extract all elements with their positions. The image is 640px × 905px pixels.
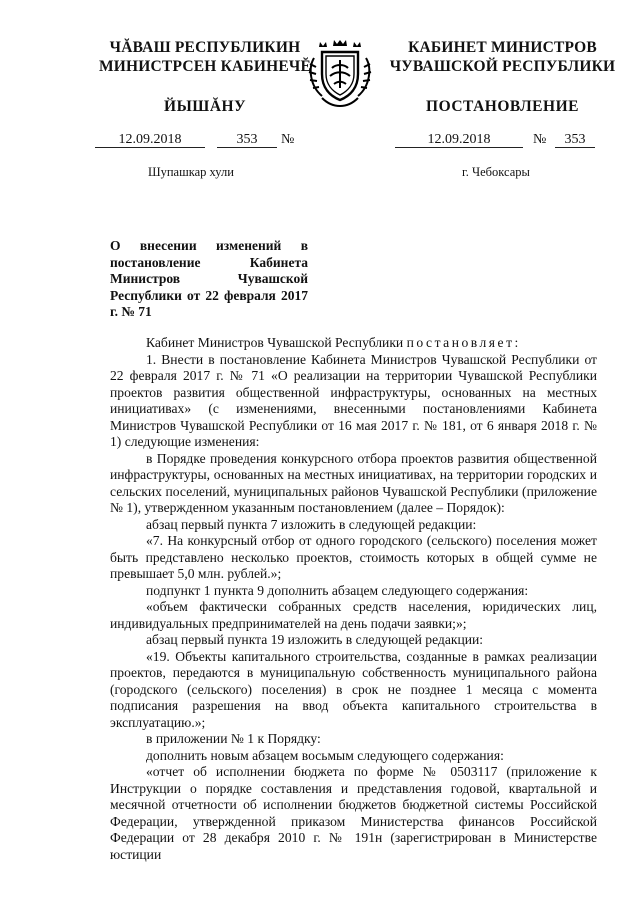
number-line-right [395,132,615,148]
paragraph-10: дополнить новым абзацем восьмым следующего содержания: [146,747,504,763]
number-line-left [95,132,315,148]
header-right-line2: ЧУВАШСКОЙ РЕСПУБЛИКИ [389,58,616,75]
header-left [95,38,315,76]
date-left: 12.09.2018 [95,132,205,148]
document-body [110,335,597,863]
header-left-line2: МИНИСТРСЕН КАБИНЕЧĔ [98,58,312,75]
city-left: Шупашкар хули [148,165,234,179]
paragraph-6: «объем фактически собранных средств населения, юридических лиц, индивидуальных предпринимателей на день подачи заявки;»; [110,599,597,631]
doc-type-left: ЙЫШĂНУ [164,98,246,115]
paragraph-11: «отчет об исполнении бюджета по форме № 0503117 (приложение к Инструкции о порядке составления и представления годовой, квартальной и месячной отчетности об исполнении бюджетов бюджетной системы Российской Федерации, утвержденной приказом Министерства финансов Российской Федерации от 28 декабря 2010 г. № 191н (зарегистрирован в Министерстве юстиции [110,764,597,862]
city-right: г. Чебоксары [462,165,530,179]
paragraph-2: в Порядке проведения конкурсного отбора проектов развития общественной инфраструктуры, основанных на местных инициативах, на территории городских и сельских поселений, муниципальных районов Чувашской Республики (приложение № 1), утвержденном указанным постановлением (далее – Порядок): [110,450,597,515]
number-left: 353 [217,132,277,148]
intro-prefix: Кабинет Министров Чувашской Республики [146,335,404,350]
intro-paragraph [110,335,597,352]
document-title: О внесении изменений в постановление Кабинета Министров Чувашской Республики от 22 февраля 2017 г. № 71 [110,238,308,319]
header-left-line1: ЧĂВАШ РЕСПУБЛИКИН [109,39,301,56]
paragraph-7: абзац первый пункта 19 изложить в следующей редакции: [146,632,484,647]
number-sign-right: № [533,132,547,147]
date-right: 12.09.2018 [395,132,523,148]
paragraph-4: «7. На конкурсный отбор от одного городского (сельского) поселения может быть представлено несколько проектов, стоимость которых в общей сумме не превышает 5,0 млн. рублей.»; [110,533,597,581]
header-right-line1: КАБИНЕТ МИНИСТРОВ [408,39,597,56]
coat-of-arms-icon [300,38,380,110]
number-right: 353 [555,132,595,148]
intro-spaced: постановляет: [406,335,521,350]
paragraph-3: абзац первый пункта 7 изложить в следующей редакции: [146,516,477,532]
paragraph-1: 1. Внести в постановление Кабинета Министров Чувашской Республики от 22 февраля 2017 г. № 71 «О реализации на территории Чувашской Республики проектов развития общественной инфраструктуры, основанных на местных инициативах» (с изменениями, внесенными постановлениями Кабинета Министров Чувашской Республики от 16 мая 2017 г. № 181, от 6 января 2018 г. № 1) следующие изменения: [110,351,597,449]
number-sign-left: № [281,132,295,147]
paragraph-5: подпункт 1 пункта 9 дополнить абзацем следующего содержания: [146,582,529,598]
paragraph-8: «19. Объекты капитального строительства, созданные в рамках реализации проектов, передаются в муниципальную собственность муниципального района (городского (сельского) поселения) в срок не позднее 1 месяца с момента подписания разрешения на ввод объекта капитального строительства в эксплуатацию.»; [110,648,597,730]
doc-type-right: ПОСТАНОВЛЕНИЕ [426,98,579,115]
paragraph-9: в приложении № 1 к Порядку: [146,731,321,746]
header-right [385,38,620,76]
